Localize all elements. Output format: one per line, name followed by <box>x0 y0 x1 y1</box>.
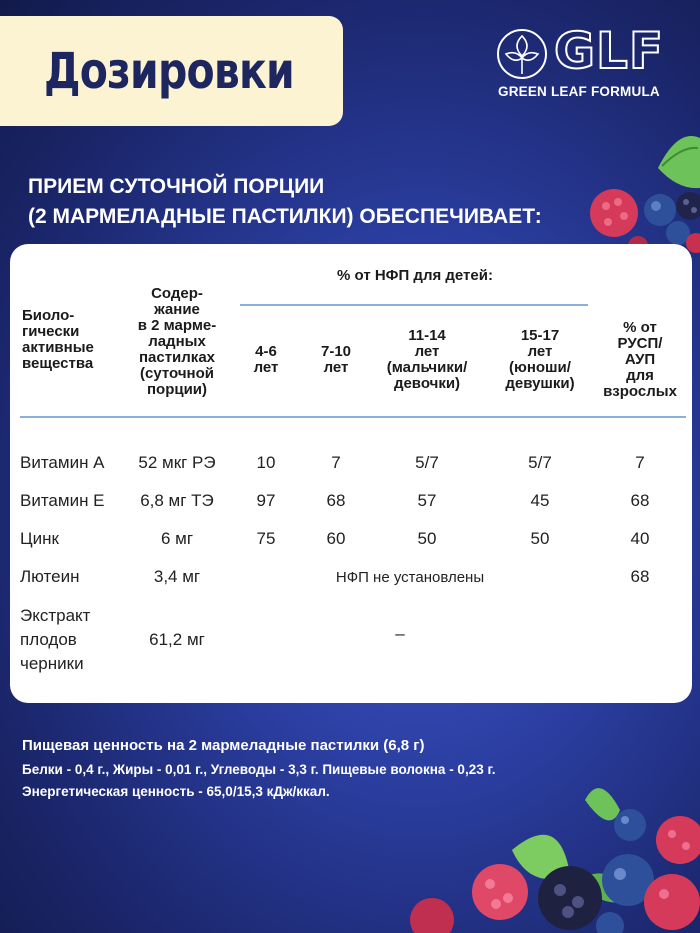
logo-mark-text: GLF <box>554 22 665 80</box>
row-5-amount: 61,2 мг <box>149 630 205 649</box>
row-2-v1114: 57 <box>417 491 437 510</box>
logo-tagline: GREEN LEAF FORMULA <box>498 84 660 99</box>
row-1-v710: 7 <box>331 453 341 472</box>
intro-line-2: (2 МАРМЕЛАДНЫЕ ПАСТИЛКИ) ОБЕСПЕЧИВАЕТ: <box>28 205 542 228</box>
title-banner <box>0 16 343 126</box>
row-5-dash: – <box>395 624 405 643</box>
row-5-name: Экстракт плодов черники <box>20 606 91 673</box>
header-age-7-10: 7-10 лет <box>320 343 352 376</box>
header-adults: % от РУСП/ АУП для взрослых <box>603 319 677 400</box>
row-2-name: Витамин Е <box>20 491 105 510</box>
header-content: Содер- жание в 2 марме- ладных пастилках (суточной порции) <box>137 285 217 398</box>
row-2-amount: 6,8 мг ТЭ <box>140 491 214 510</box>
group-rule <box>240 304 588 306</box>
nutrition-energy: Энергетическая ценность - 65,0/15,3 кДж/ккал. <box>22 784 330 799</box>
row-3-amount: 6 мг <box>160 529 194 548</box>
intro-heading <box>28 172 542 232</box>
header-age-11-14: 11-14 лет (мальчики/ девочки) <box>386 327 468 392</box>
brand-logo <box>496 22 686 102</box>
header-substance: Биоло- гически активные вещества <box>22 307 94 372</box>
row-2-v710: 68 <box>326 491 346 510</box>
row-4-adult: 68 <box>630 567 650 586</box>
dosage-table <box>10 244 692 703</box>
row-2-v1517: 45 <box>530 491 550 510</box>
row-1-adult: 7 <box>635 453 645 472</box>
row-4-note: НФП не установлены <box>335 569 485 586</box>
nutrition-macros: Белки - 0,4 г., Жиры - 0,01 г., Углеводы - 3,3 г. Пищевые волокна - 0,23 г. <box>22 762 496 777</box>
row-3-v1114: 50 <box>417 529 437 548</box>
row-3-name: Цинк <box>20 529 59 548</box>
row-3-v710: 60 <box>326 529 346 548</box>
header-age-15-17: 15-17 лет (юноши/ девушки) <box>505 327 575 392</box>
row-4-amount: 3,4 мг <box>153 567 201 586</box>
nutrition-title: Пищевая ценность на 2 мармеладные пастилки (6,8 г) <box>22 737 425 754</box>
row-1-v1114: 5/7 <box>415 453 439 472</box>
row-4-name: Лютеин <box>20 567 80 586</box>
header-age-4-6: 4-6 лет <box>253 343 279 376</box>
berries-decoration-bottom <box>410 780 700 933</box>
row-1-name: Витамин А <box>20 453 105 472</box>
row-1-v1517: 5/7 <box>528 453 552 472</box>
page-title: Дозировки <box>44 42 294 100</box>
row-1-amount: 52 мкг РЭ <box>138 453 216 472</box>
header-children-group: % от НФП для детей: <box>337 267 493 284</box>
row-3-v46: 75 <box>256 529 276 548</box>
row-3-v1517: 50 <box>530 529 550 548</box>
row-3-adult: 40 <box>630 529 650 548</box>
row-2-adult: 68 <box>630 491 650 510</box>
intro-line-1: ПРИЕМ СУТОЧНОЙ ПОРЦИИ <box>28 175 325 198</box>
row-2-v46: 97 <box>256 491 276 510</box>
leaf-emblem-icon <box>496 28 548 80</box>
header-rule <box>20 416 686 418</box>
row-1-v46: 10 <box>256 453 276 472</box>
